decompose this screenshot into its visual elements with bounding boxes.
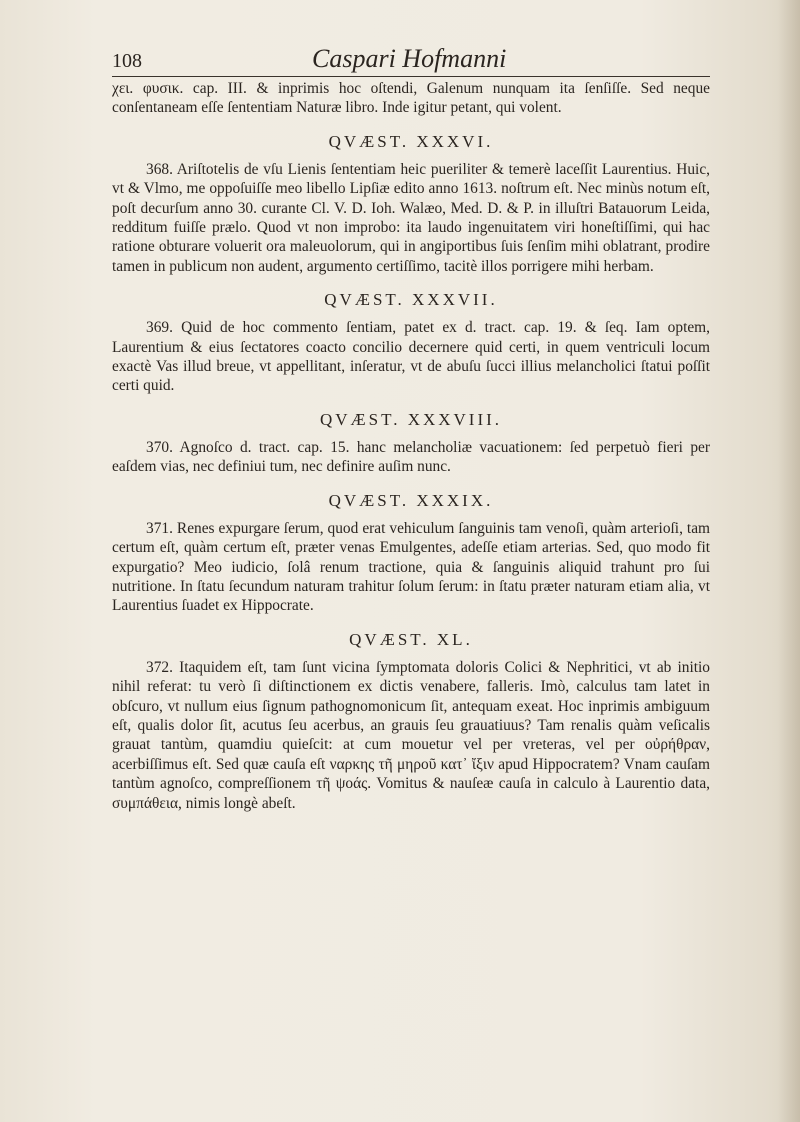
paragraph-369: 369. Quid de hoc commento ſentiam, patet ex d. tract. cap. 19. & ſeq. Iam optem, Laurentium & eius ſectatores coacto concilio decernere quid certi, in quem ventriculi locum exactè Vas illud breue, vt appellitant, inſeratur, vt de abuſu ſucci illius melancholici ſtatui poſſit certi quid. bbox=[112, 319, 710, 395]
question-heading-39: QVÆST. XXXIX. bbox=[328, 490, 494, 510]
question-heading-40: QVÆST. XL. bbox=[349, 629, 473, 649]
paragraph-368: 368. Ariſtotelis de vſu Lienis ſententiam heic pueriliter & temerè laceſſit Laurentius. Huic, vt & Vlmo, me oppoſuiſſe meo libello Lipſiæ edito anno 1613. noſtrum eſt. Nec minùs notum eſt, poſt decurſum anno 30. curante Cl. V. D. Ioh. Walæo, Med. D. & P. in illuſtri Batauorum Leida, redditum fuiſſe prælo. Quod vt non improbo: ita laudo ingenuitatem viri honeſtiſſimi, qui hac ratione obturare voluerit ora maleuolorum, qui in angiportibus ſuis ſenſim mihi oblatrant, prodire tamen in publicum non audent, argumento certiſſimo, tacitè illos porrigere mihi herbam. bbox=[112, 160, 710, 275]
running-title: Caspari Hofmanni bbox=[312, 44, 507, 73]
page-content bbox=[112, 42, 710, 813]
question-heading-36: QVÆST. XXXVI. bbox=[328, 131, 494, 151]
page-number: 108 bbox=[112, 50, 142, 72]
paragraph-370: 370. Agnoſco d. tract. cap. 15. hanc melancholiæ vacuationem: ſed perpetuò fieri per eaſdem vias, nec definiui tum, nec definire auſim nunc. bbox=[112, 438, 710, 476]
question-heading-37: QVÆST. XXXVII. bbox=[324, 290, 498, 310]
intro-paragraph: χει. φυσικ. cap. III. & inprimis hoc oſtendi, Galenum nunquam ita ſenſiſſe. Sed neque conſentaneam eſſe ſententiam Naturæ libro. Inde igitur petant, qui volent. bbox=[112, 80, 710, 117]
page-edge-shadow bbox=[778, 0, 800, 1122]
question-heading-38: QVÆST. XXXVIII. bbox=[319, 409, 503, 429]
paragraph-371: 371. Renes expurgare ſerum, quod erat vehiculum ſanguinis tam venoſi, quàm arterioſi, tam certum eſt, quàm certum eſt, præter venas Emulgentes, adeſſe etiam arterias. Sed, quo modo fit expurgatio? Meo iudicio, ſolâ renum tractione, quia & ſanguinis aliquid trahunt pro ſui nutritione. In ſtatu ſecundum naturam trahitur ſolum ſerum: in ſtatu præter naturam etiam alia, vt Laurentius ſuadet ex Hippocrate. bbox=[112, 519, 710, 615]
running-header bbox=[112, 42, 710, 77]
paragraph-372: 372. Itaquidem eſt, tam ſunt vicina ſymptomata doloris Colici & Nephritici, vt ab initio nihil referat: tu verò ſi diſtinctionem ex dictis venabere, falleris. Imò, calculus tam latet in obſcuro, vt nullum eius ſignum pathognomonicum ſit, antequam exeat. Hoc inprimis ambiguum eſt, qualis dolor ſit, acutus ſeu acerbus, an grauis ſeu grauatiuus? Tam renalis quàm veſicalis grauat tantùm, quamdiu quieſcit: at cum mouetur vel per vreteras, vel per οὐρήθραν, acerbiſſimus eſt. Sed quæ cauſa eſt ναρκης τῆ μηροῦ κατ᾽ ἴξιν apud Hippocratem? Vnam cauſam tantùm agnoſco, compreſſionem τῆ ψοάς. Vomitus & nauſeæ cauſa in calculo à Laurentio data, συμπάθεια, nimis longè abeſt. bbox=[112, 658, 710, 812]
